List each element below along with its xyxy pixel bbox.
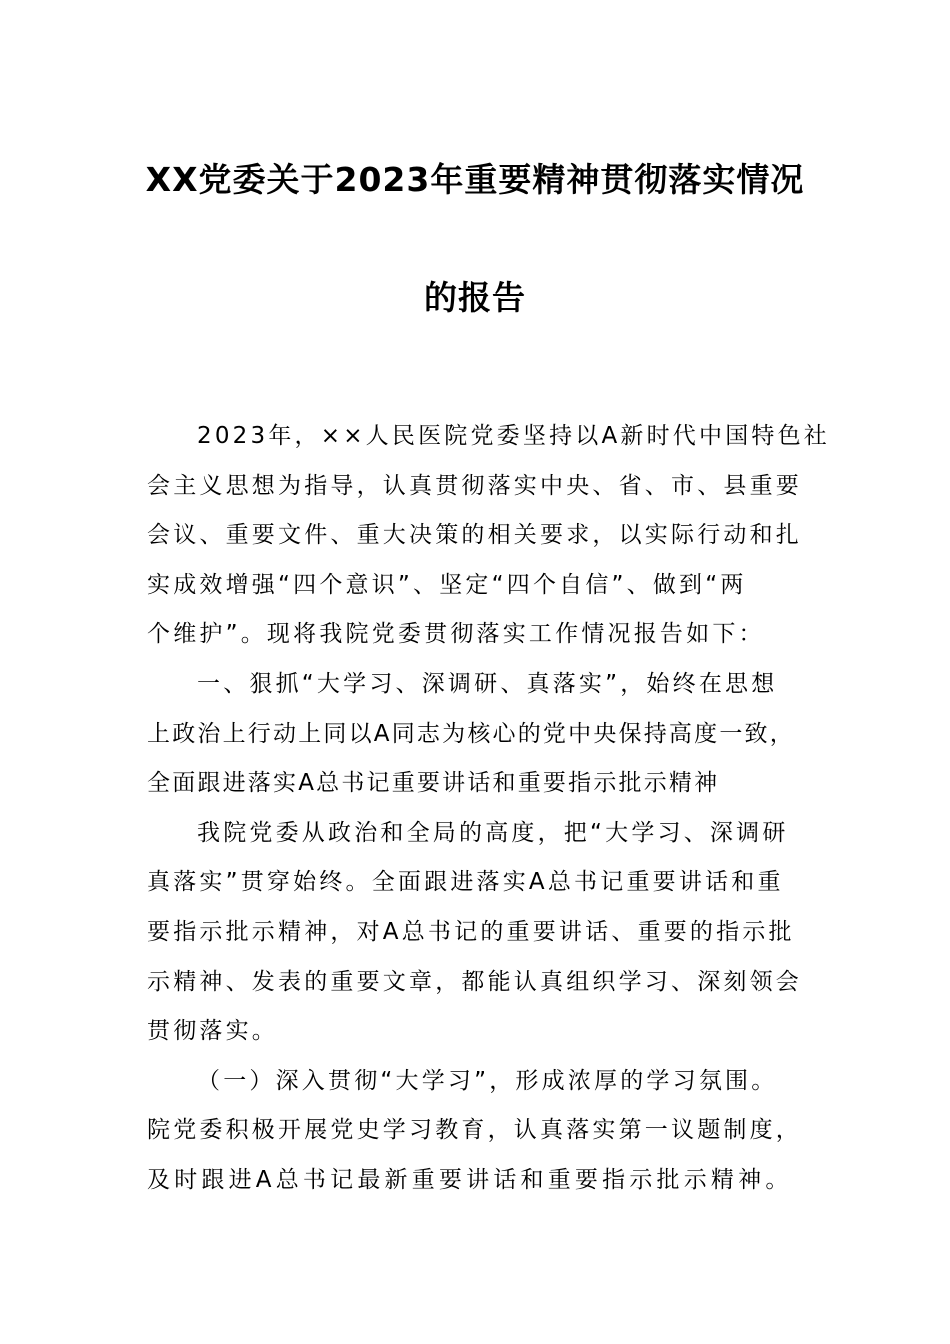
subsection-heading-line: （一）深入贯彻“大学习”，形成浓厚的学习氛围。 [197, 1067, 778, 1094]
paragraph-line: 真落实”贯穿始终。全面跟进落实A总书记重要讲话和重 [147, 869, 784, 896]
section-heading-line: 一、狠抓“大学习、深调研、真落实”，始终在思想 [197, 670, 778, 697]
paragraph-line: 我院党委从政治和全局的高度，把“大学习、深调研 [197, 819, 789, 846]
document-body [147, 412, 831, 1206]
paragraph-line: 会主义思想为指导，认真贯彻落实中央、省、市、县重要 [147, 472, 802, 499]
paragraph-line: 贯彻落实。 [147, 1018, 278, 1045]
paragraph-line: 要指示批示精神，对A总书记的重要讲话、重要的指示批 [147, 918, 795, 945]
paragraph-line: 会议、重要文件、重大决策的相关要求，以实际行动和扎 [147, 522, 802, 549]
paragraph-line: 院党委积极开展党史学习教育，认真落实第一议题制度， [147, 1117, 802, 1144]
paragraph-line: 实成效增强“四个意识”、坚定“四个自信”、做到“两 [147, 571, 747, 598]
section-heading-line: 全面跟进落实A总书记重要讲话和重要指示批示精神 [147, 770, 720, 797]
paragraph-line: 示精神、发表的重要文章，都能认真组织学习、深刻领会 [147, 968, 802, 995]
section-heading-line: 上政治上行动上同以A同志为核心的党中央保持高度一致， [147, 720, 795, 747]
paragraph-line: 个维护”。现将我院党委贯彻落实工作情况报告如下： [147, 621, 765, 648]
document-title-line-1: XX党委关于2023年重要精神贯彻落实情况 [145, 160, 805, 199]
paragraph-line: 及时跟进A总书记最新重要讲话和重要指示批示精神。 [147, 1166, 793, 1193]
paragraph-line: 2023年，××人民医院党委坚持以A新时代中国特色社 [197, 423, 831, 449]
document-title-line-2: 的报告 [424, 278, 526, 317]
